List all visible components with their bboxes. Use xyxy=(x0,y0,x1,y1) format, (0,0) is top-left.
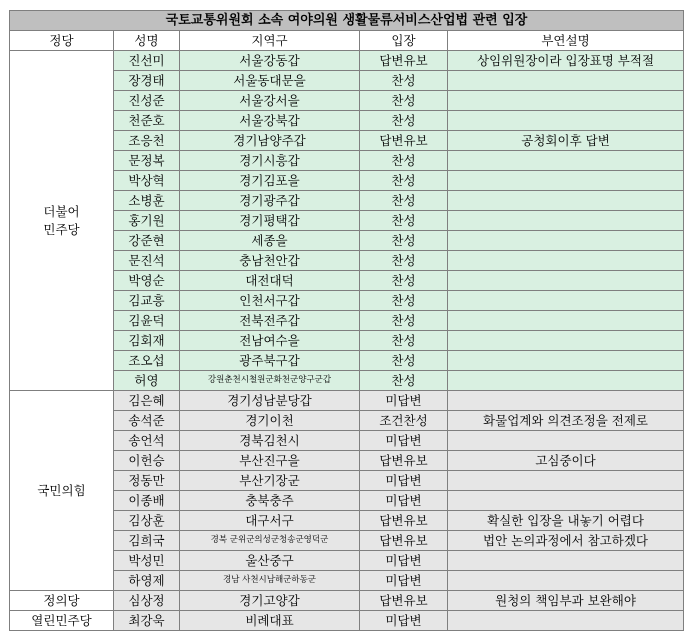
member-name-cell: 정동만 xyxy=(114,471,180,491)
district-cell: 충남천안갑 xyxy=(180,251,360,271)
district-cell: 서울동대문을 xyxy=(180,71,360,91)
position-table-container xyxy=(9,10,684,631)
member-name-cell: 진성준 xyxy=(114,91,180,111)
member-name-cell: 문진석 xyxy=(114,251,180,271)
stance-cell: 미답변 xyxy=(360,431,448,451)
district-cell: 강원춘천시철원군화천군양구군갑 xyxy=(180,371,360,391)
party-cell: 국민의힘 xyxy=(10,391,114,591)
district-cell: 경기고양갑 xyxy=(180,591,360,611)
note-cell xyxy=(448,71,684,91)
note-cell xyxy=(448,611,684,631)
stance-cell: 답변유보 xyxy=(360,131,448,151)
member-name-cell: 장경태 xyxy=(114,71,180,91)
stance-cell: 찬성 xyxy=(360,91,448,111)
member-name-cell: 김윤덕 xyxy=(114,311,180,331)
member-name-cell: 이종배 xyxy=(114,491,180,511)
district-cell: 인천서구갑 xyxy=(180,291,360,311)
stance-cell: 찬성 xyxy=(360,111,448,131)
header-row xyxy=(10,31,684,51)
stance-cell: 미답변 xyxy=(360,471,448,491)
title-row xyxy=(10,11,684,31)
district-cell: 울산중구 xyxy=(180,551,360,571)
stance-cell: 찬성 xyxy=(360,331,448,351)
stance-cell: 찬성 xyxy=(360,211,448,231)
stance-cell: 찬성 xyxy=(360,371,448,391)
member-name-cell: 하영제 xyxy=(114,571,180,591)
note-cell xyxy=(448,471,684,491)
note-cell xyxy=(448,491,684,511)
note-cell xyxy=(448,431,684,451)
header-name: 성명 xyxy=(114,31,180,51)
district-cell: 경북 군위군의성군청송군영덕군 xyxy=(180,531,360,551)
header-note: 부연설명 xyxy=(448,31,684,51)
district-cell: 전북전주갑 xyxy=(180,311,360,331)
table-row xyxy=(10,591,684,611)
header-stance: 입장 xyxy=(360,31,448,51)
member-name-cell: 조응천 xyxy=(114,131,180,151)
note-cell xyxy=(448,91,684,111)
note-cell xyxy=(448,211,684,231)
member-name-cell: 김희국 xyxy=(114,531,180,551)
member-name-cell: 천준호 xyxy=(114,111,180,131)
member-name-cell: 최강욱 xyxy=(114,611,180,631)
note-cell: 확실한 입장을 내놓기 어렵다 xyxy=(448,511,684,531)
stance-cell: 미답변 xyxy=(360,391,448,411)
member-name-cell: 심상정 xyxy=(114,591,180,611)
stance-cell: 찬성 xyxy=(360,191,448,211)
member-name-cell: 소병훈 xyxy=(114,191,180,211)
stance-cell: 답변유보 xyxy=(360,531,448,551)
stance-cell: 찬성 xyxy=(360,311,448,331)
district-cell: 서울강서을 xyxy=(180,91,360,111)
district-cell: 부산진구을 xyxy=(180,451,360,471)
district-cell: 경기성남분당갑 xyxy=(180,391,360,411)
district-cell: 경기시흥갑 xyxy=(180,151,360,171)
stance-cell: 찬성 xyxy=(360,171,448,191)
member-name-cell: 송언석 xyxy=(114,431,180,451)
district-cell: 서울강동갑 xyxy=(180,51,360,71)
note-cell xyxy=(448,251,684,271)
member-name-cell: 송석준 xyxy=(114,411,180,431)
table-row xyxy=(10,51,684,71)
stance-cell: 조건찬성 xyxy=(360,411,448,431)
note-cell: 법안 논의과정에서 참고하겠다 xyxy=(448,531,684,551)
party-cell: 더불어 민주당 xyxy=(10,51,114,391)
member-name-cell: 진선미 xyxy=(114,51,180,71)
stance-cell: 답변유보 xyxy=(360,511,448,531)
district-cell: 세종을 xyxy=(180,231,360,251)
member-name-cell: 홍기원 xyxy=(114,211,180,231)
table-title: 국토교통위원회 소속 여야의원 생활물류서비스산업법 관련 입장 xyxy=(10,11,684,31)
stance-cell: 찬성 xyxy=(360,291,448,311)
stance-cell: 찬성 xyxy=(360,71,448,91)
stance-cell: 미답변 xyxy=(360,571,448,591)
district-cell: 부산기장군 xyxy=(180,471,360,491)
district-cell: 서울강북갑 xyxy=(180,111,360,131)
table-row xyxy=(10,391,684,411)
district-cell: 비례대표 xyxy=(180,611,360,631)
district-cell: 경기김포을 xyxy=(180,171,360,191)
note-cell xyxy=(448,151,684,171)
member-name-cell: 박성민 xyxy=(114,551,180,571)
note-cell xyxy=(448,171,684,191)
position-table xyxy=(9,10,684,631)
note-cell: 공청회이후 답변 xyxy=(448,131,684,151)
stance-cell: 답변유보 xyxy=(360,591,448,611)
note-cell xyxy=(448,271,684,291)
stance-cell: 미답변 xyxy=(360,551,448,571)
member-name-cell: 김은혜 xyxy=(114,391,180,411)
note-cell xyxy=(448,311,684,331)
stance-cell: 찬성 xyxy=(360,251,448,271)
note-cell: 화물업계와 의견조정을 전제로 xyxy=(448,411,684,431)
district-cell: 광주북구갑 xyxy=(180,351,360,371)
member-name-cell: 강준현 xyxy=(114,231,180,251)
note-cell: 원청의 책임부과 보완해야 xyxy=(448,591,684,611)
note-cell xyxy=(448,291,684,311)
note-cell xyxy=(448,191,684,211)
district-cell: 경기남양주갑 xyxy=(180,131,360,151)
stance-cell: 답변유보 xyxy=(360,51,448,71)
stance-cell: 찬성 xyxy=(360,231,448,251)
stance-cell: 찬성 xyxy=(360,151,448,171)
district-cell: 대전대덕 xyxy=(180,271,360,291)
member-name-cell: 김교흥 xyxy=(114,291,180,311)
note-cell xyxy=(448,391,684,411)
district-cell: 충북충주 xyxy=(180,491,360,511)
member-name-cell: 김상훈 xyxy=(114,511,180,531)
note-cell xyxy=(448,231,684,251)
stance-cell: 미답변 xyxy=(360,611,448,631)
note-cell: 고심중이다 xyxy=(448,451,684,471)
note-cell xyxy=(448,371,684,391)
stance-cell: 답변유보 xyxy=(360,451,448,471)
note-cell: 상임위원장이라 입장표명 부적절 xyxy=(448,51,684,71)
header-party: 정당 xyxy=(10,31,114,51)
note-cell xyxy=(448,551,684,571)
stance-cell: 찬성 xyxy=(360,271,448,291)
district-cell: 대구서구 xyxy=(180,511,360,531)
district-cell: 전남여수을 xyxy=(180,331,360,351)
district-cell: 경북김천시 xyxy=(180,431,360,451)
district-cell: 경기이천 xyxy=(180,411,360,431)
member-name-cell: 김회재 xyxy=(114,331,180,351)
table-row xyxy=(10,611,684,631)
member-name-cell: 허영 xyxy=(114,371,180,391)
district-cell: 경기평택갑 xyxy=(180,211,360,231)
note-cell xyxy=(448,331,684,351)
member-name-cell: 문정복 xyxy=(114,151,180,171)
party-cell: 정의당 xyxy=(10,591,114,611)
district-cell: 경남 사천시남해군하동군 xyxy=(180,571,360,591)
note-cell xyxy=(448,571,684,591)
note-cell xyxy=(448,351,684,371)
note-cell xyxy=(448,111,684,131)
district-cell: 경기광주갑 xyxy=(180,191,360,211)
header-district: 지역구 xyxy=(180,31,360,51)
party-cell: 열린민주당 xyxy=(10,611,114,631)
member-name-cell: 박영순 xyxy=(114,271,180,291)
table-body xyxy=(10,51,684,631)
member-name-cell: 박상혁 xyxy=(114,171,180,191)
member-name-cell: 조오섭 xyxy=(114,351,180,371)
stance-cell: 미답변 xyxy=(360,491,448,511)
stance-cell: 찬성 xyxy=(360,351,448,371)
member-name-cell: 이헌승 xyxy=(114,451,180,471)
